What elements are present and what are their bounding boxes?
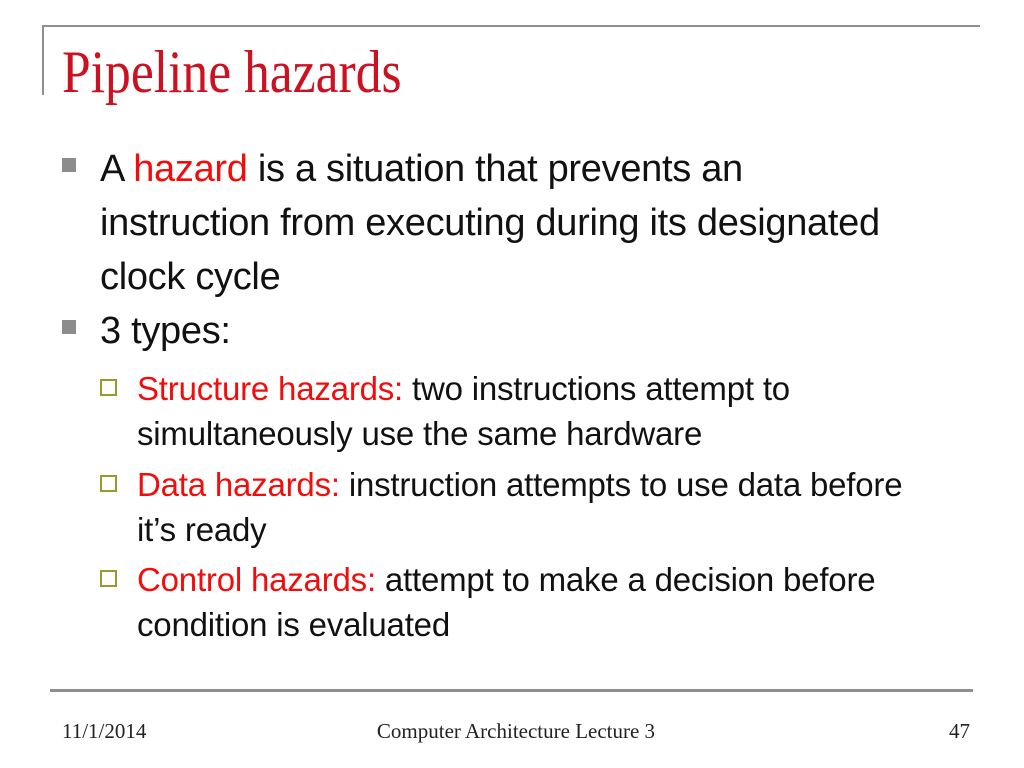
- bullet-text-post: is a situation that prevents an instruction from executing during its designated clock cycle: [100, 148, 880, 298]
- slide-title: Pipeline hazards: [62, 39, 402, 105]
- footer-lecture-title: Computer Architecture Lecture 3: [376, 719, 656, 743]
- slide-body: [62, 142, 937, 647]
- bullet-text-pre: A: [100, 148, 134, 190]
- title-top-rule: [42, 25, 980, 27]
- sub-bullet-rest: instruction attempts to use data before it’s ready: [137, 466, 903, 548]
- bullet-square-icon: [62, 320, 76, 334]
- sub-bullet-text: [137, 557, 937, 647]
- bullet-text: [100, 142, 920, 304]
- footer-page-number: 47: [949, 719, 970, 743]
- sub-bullet-lead: Data hazards:: [137, 466, 340, 503]
- sub-bullet-data-hazards: [100, 462, 937, 552]
- bullet-item-hazard-definition: [62, 142, 937, 304]
- sub-bullet-control-hazards: [100, 557, 937, 647]
- bullet-square-icon: [62, 158, 76, 172]
- sub-bullet-text: [137, 366, 937, 456]
- bullet-item-three-types: [62, 304, 937, 358]
- sub-bullet-square-icon: [100, 379, 117, 396]
- footer-date: 11/1/2014: [62, 719, 147, 743]
- sub-bullet-square-icon: [100, 570, 117, 587]
- sub-bullet-text: [137, 462, 937, 552]
- bullet-text: 3 types:: [100, 310, 231, 352]
- title-left-rule: [42, 25, 44, 95]
- bullet-text-highlight: hazard: [133, 148, 248, 190]
- sub-bullet-rest: two instructions attempt to simultaneously use the same hardware: [137, 370, 790, 452]
- sub-bullet-structure-hazards: [100, 366, 937, 456]
- footer-divider: [50, 689, 973, 692]
- sub-bullet-rest: attempt to make a decision before condition is evaluated: [137, 561, 876, 643]
- sub-bullet-lead: Structure hazards:: [137, 370, 404, 407]
- sub-bullet-square-icon: [100, 475, 117, 492]
- sub-bullet-lead: Control hazards:: [137, 561, 376, 598]
- footer: [62, 719, 970, 744]
